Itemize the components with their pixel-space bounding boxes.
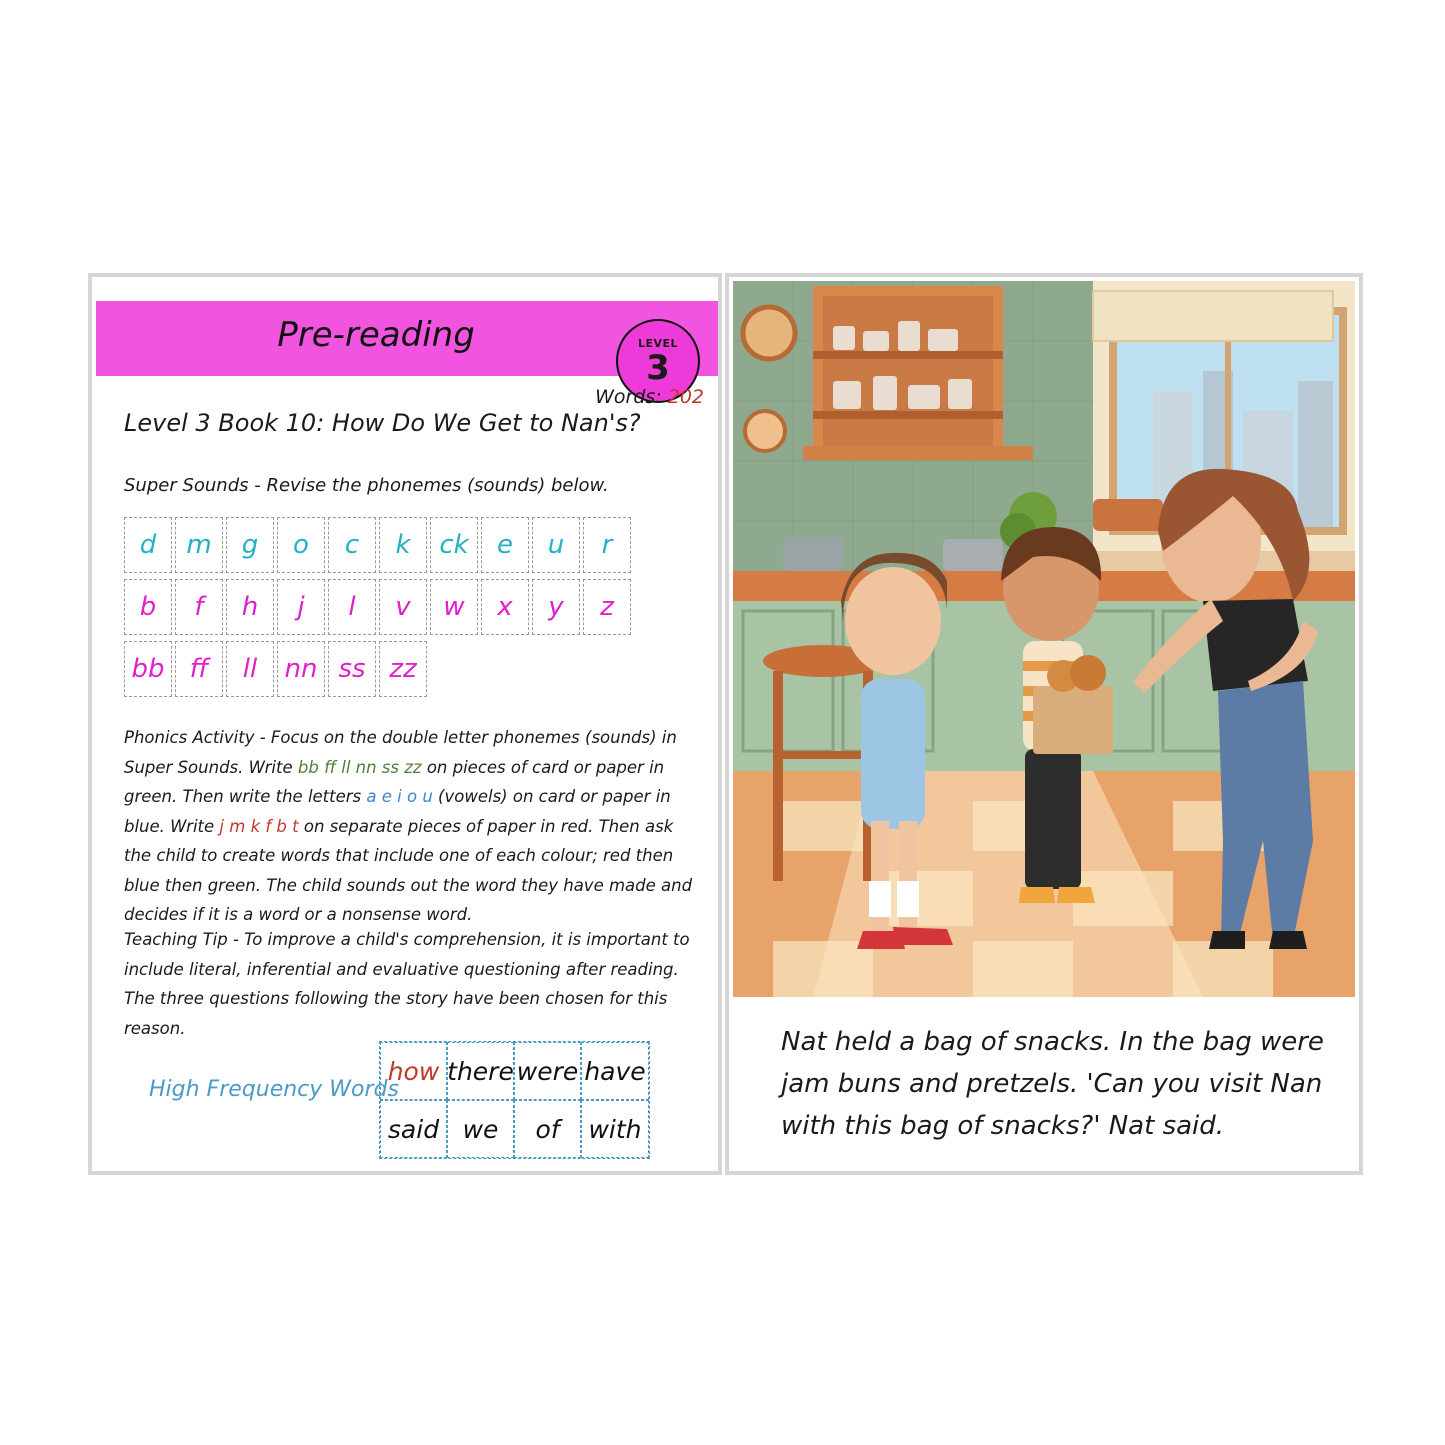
banner-title: Pre-reading — [277, 315, 475, 355]
hfw-label: High Frequency Words — [149, 1077, 399, 1102]
sound-cell: ff — [175, 641, 223, 697]
words-label: Words: — [595, 386, 662, 408]
phonics-text-2: on pieces of card or paper in green. Then write the letters — [124, 757, 665, 806]
hfw-word: how — [380, 1042, 447, 1100]
kitchen-illustration — [733, 281, 1355, 997]
words-count: 202 — [667, 386, 704, 408]
pre-reading-page — [88, 273, 722, 1175]
phonics-blue-letters: a e i o u — [366, 787, 433, 806]
sound-cell: ck — [430, 517, 478, 573]
phonics-text-3: (vowels) on card or paper in blue. Write — [124, 787, 671, 836]
kitchen-scene — [733, 281, 1355, 997]
book-title: Level 3 Book 10: How Do We Get to Nan's? — [124, 409, 641, 437]
sound-cell: zz — [379, 641, 427, 697]
word-count — [595, 386, 704, 408]
hfw-grid — [379, 1041, 650, 1159]
sound-cell: e — [481, 517, 529, 573]
sound-cell: w — [430, 579, 478, 635]
sound-cell: v — [379, 579, 427, 635]
phonics-text-4: on separate pieces of paper in red. Then ask the child to create words that include one of each colour; red then blue then green. The child sounds out the word they have made and decides if it is a word or a nonsense word. — [124, 816, 693, 924]
phonics-green-letters: bb ff ll nn ss zz — [297, 757, 422, 777]
pre-reading-banner — [96, 301, 718, 388]
phonics-text-1: Phonics Activity - Focus on the double letter phonemes (sounds) in Super Sounds. Write — [124, 728, 677, 777]
sounds-row-3 — [124, 641, 634, 699]
sound-cell: l — [328, 579, 376, 635]
sound-cell: bb — [124, 641, 172, 697]
sounds-row-1 — [124, 517, 634, 575]
sound-cell: h — [226, 579, 274, 635]
hfw-word: of — [514, 1100, 581, 1158]
sound-cell: c — [328, 517, 376, 573]
sound-cell: z — [583, 579, 631, 635]
hfw-word: said — [380, 1100, 447, 1158]
sound-cell: r — [583, 517, 631, 573]
sound-cell: y — [532, 579, 580, 635]
hfw-word: there — [447, 1042, 514, 1100]
sound-cell: b — [124, 579, 172, 635]
sound-cell: o — [277, 517, 325, 573]
sound-cell: m — [175, 517, 223, 573]
hfw-word: were — [514, 1042, 581, 1100]
sound-cell: k — [379, 517, 427, 573]
level-label: LEVEL — [637, 337, 679, 350]
phonics-red-letters: j m k f b t — [219, 816, 299, 836]
phonics-activity — [124, 723, 699, 930]
story-text: Nat held a bag of snacks. In the bag were jam buns and pretzels. 'Can you visit Nan with this bag of snacks?' Nat said. — [781, 1027, 1324, 1141]
level-number: 3 — [646, 348, 670, 388]
hfw-word: with — [581, 1100, 649, 1158]
sound-cell: j — [277, 579, 325, 635]
sound-cell: d — [124, 517, 172, 573]
teaching-tip: Teaching Tip - To improve a child's comprehension, it is important to include literal, inferential and evaluative questioning after reading. The three questions following the story have been chosen for this reason. — [124, 930, 690, 1038]
sound-cell: x — [481, 579, 529, 635]
story-page — [725, 273, 1363, 1175]
sound-cell: ll — [226, 641, 274, 697]
sounds-row-2 — [124, 579, 634, 637]
super-sounds-label: Super Sounds - Revise the phonemes (sounds) below. — [124, 475, 609, 496]
super-sounds-grid — [124, 517, 634, 703]
sound-cell: f — [175, 579, 223, 635]
hfw-word: have — [581, 1042, 649, 1100]
sound-cell: ss — [328, 641, 376, 697]
hfw-word: we — [447, 1100, 514, 1158]
sound-cell: g — [226, 517, 274, 573]
sound-cell: u — [532, 517, 580, 573]
sound-cell: nn — [277, 641, 325, 697]
